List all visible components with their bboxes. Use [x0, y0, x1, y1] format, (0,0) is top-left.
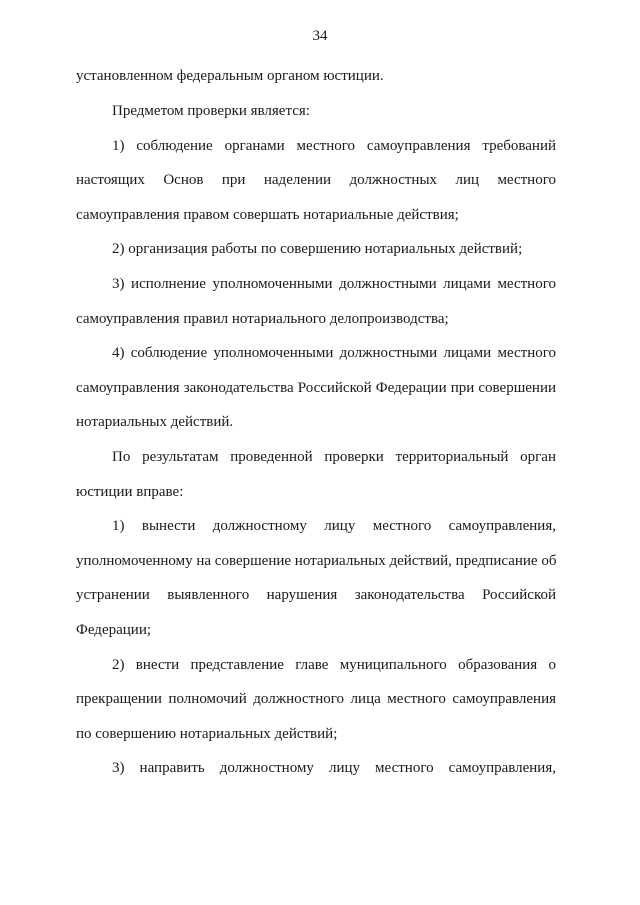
text-line: устранении выявленного нарушения законодательства Российской	[76, 587, 556, 603]
text-line: 2) внести представление главе муниципального образования о	[112, 657, 556, 673]
text-line: юстиции вправе:	[76, 484, 184, 500]
text-line: уполномоченному на совершение нотариальных действий, предписание об	[76, 553, 557, 569]
text-line: Предметом проверки является:	[112, 103, 310, 119]
text-line: 3) исполнение уполномоченными должностными лицами местного	[112, 276, 556, 292]
text-line: 4) соблюдение уполномоченными должностными лицами местного	[112, 345, 556, 361]
text-line: 1) вынести должностному лицу местного самоуправления,	[112, 518, 556, 534]
text-line: настоящих Основ при наделении должностных лиц местного	[76, 172, 556, 188]
text-line: прекращении полномочий должностного лица местного самоуправления	[76, 691, 556, 707]
text-line: Федерации;	[76, 622, 152, 638]
text-line: 3) направить должностному лицу местного самоуправления,	[112, 760, 556, 776]
text-line: самоуправления правил нотариального делопроизводства;	[76, 311, 449, 327]
text-line: по совершению нотариальных действий;	[76, 726, 338, 742]
text-line: установленном федеральным органом юстиции.	[76, 68, 384, 84]
page-number: 34	[312, 28, 328, 44]
text-line: 2) организация работы по совершению нотариальных действий;	[112, 241, 523, 257]
text-line: 1) соблюдение органами местного самоуправления требований	[112, 138, 556, 154]
text-line: самоуправления правом совершать нотариальные действия;	[76, 207, 459, 223]
text-line: самоуправления законодательства Российской Федерации при совершении	[76, 380, 556, 396]
text-line: По результатам проведенной проверки территориальный орган	[112, 449, 556, 465]
text-line: нотариальных действий.	[76, 414, 234, 430]
